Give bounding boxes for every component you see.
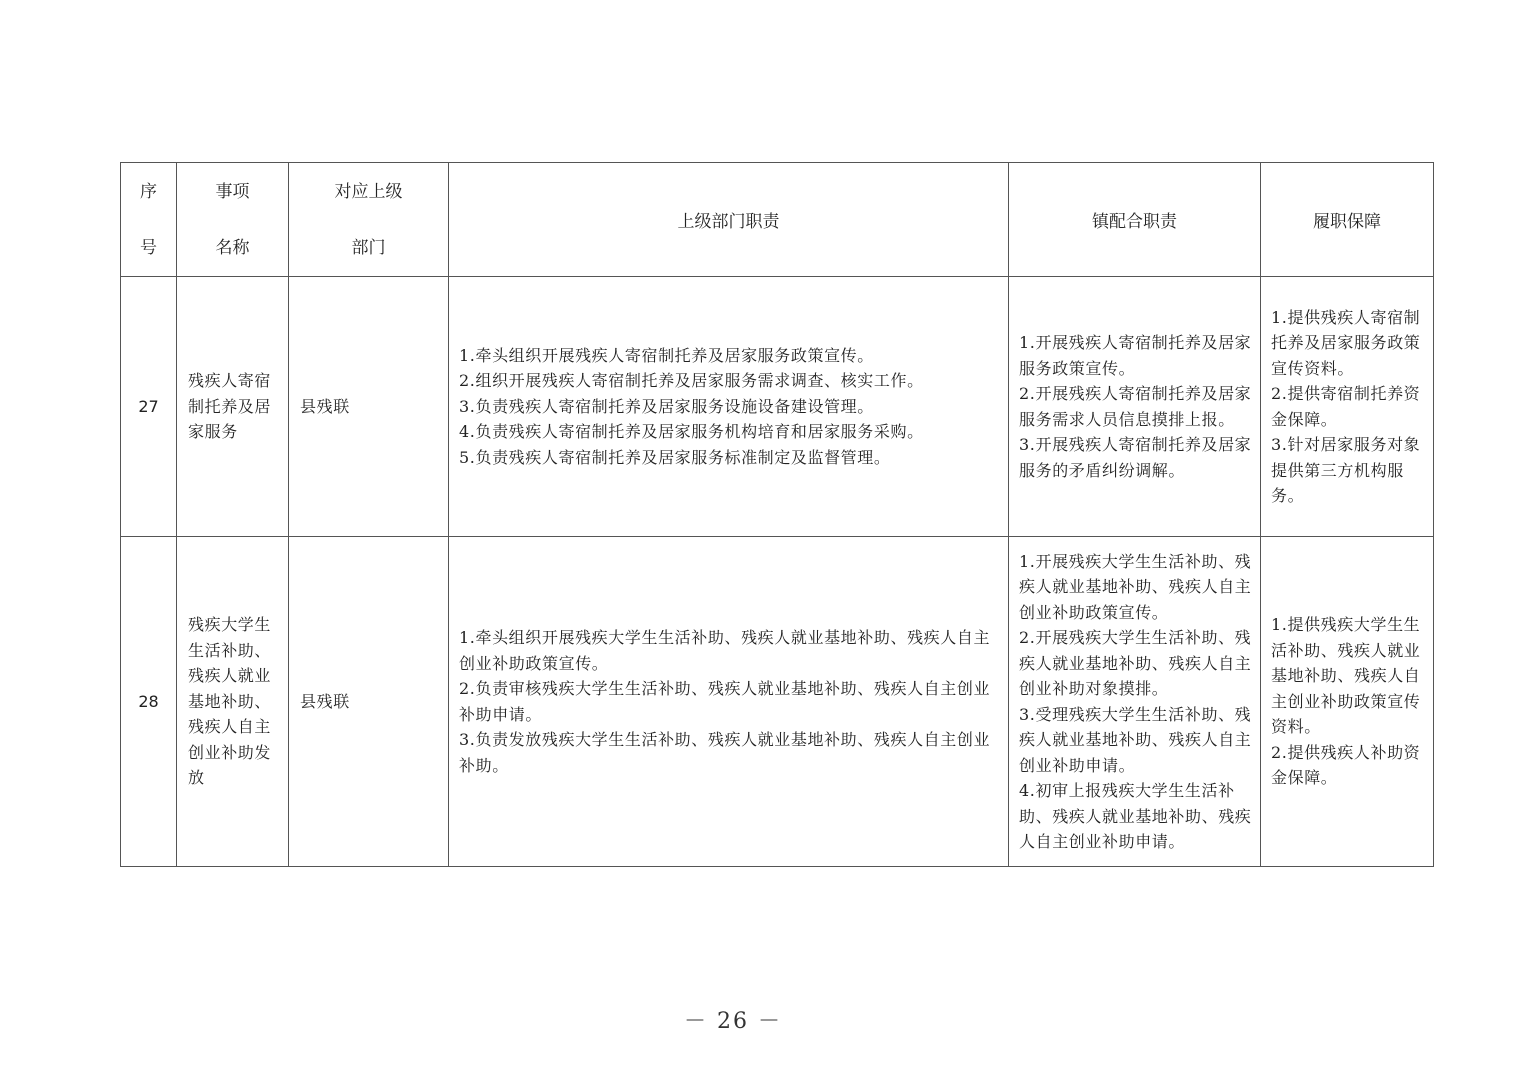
header-guarantee: 履职保障 bbox=[1261, 163, 1434, 277]
row-seq: 27 bbox=[121, 277, 177, 537]
superior-duty-item: 2.组织开展残疾人寄宿制托养及居家服务需求调查、核实工作。 bbox=[459, 371, 924, 391]
row-town-duty bbox=[1009, 537, 1261, 867]
header-superior-dept-line-1: 对应上级 bbox=[334, 181, 403, 202]
town-duty-item: 3.受理残疾大学生生活补助、残疾人就业基地补助、残疾人自主创业补助申请。 bbox=[1019, 704, 1252, 775]
superior-duty-item: 1.牵头组织开展残疾人寄宿制托养及居家服务政策宣传。 bbox=[459, 345, 874, 365]
row-town-duty bbox=[1009, 277, 1261, 537]
row-seq: 28 bbox=[121, 537, 177, 867]
duty-table bbox=[120, 162, 1434, 867]
row-superior-dept: 县残联 bbox=[289, 277, 449, 537]
row-superior-duty bbox=[449, 277, 1009, 537]
town-duty-item: 2.开展残疾人寄宿制托养及居家服务需求人员信息摸排上报。 bbox=[1019, 384, 1252, 429]
row-guarantee bbox=[1261, 537, 1434, 867]
superior-duty-item: 5.负责残疾人寄宿制托养及居家服务标准制定及监督管理。 bbox=[459, 447, 891, 467]
superior-duty-item: 3.负责残疾人寄宿制托养及居家服务设施设备建设管理。 bbox=[459, 396, 874, 416]
header-superior-dept-line-2: 部门 bbox=[351, 237, 386, 258]
superior-duty-item: 3.负责发放残疾大学生生活补助、残疾人就业基地补助、残疾人自主创业补助。 bbox=[459, 730, 991, 775]
header-seq-line-1: 序 bbox=[140, 181, 157, 202]
header-item-name-line-2: 名称 bbox=[215, 237, 250, 258]
header-item-name bbox=[177, 163, 289, 277]
guarantee-item: 3.针对居家服务对象提供第三方机构服务。 bbox=[1271, 435, 1421, 505]
superior-duty-item: 2.负责审核残疾大学生生活补助、残疾人就业基地补助、残疾人自主创业补助申请。 bbox=[459, 679, 991, 724]
superior-duty-item: 4.负责残疾人寄宿制托养及居家服务机构培育和居家服务采购。 bbox=[459, 422, 924, 442]
row-guarantee bbox=[1261, 277, 1434, 537]
superior-duty-item: 1.牵头组织开展残疾大学生生活补助、残疾人就业基地补助、残疾人自主创业补助政策宣传。 bbox=[459, 628, 991, 673]
row-superior-duty bbox=[449, 537, 1009, 867]
row-item-name: 残疾人寄宿制托养及居家服务 bbox=[177, 277, 289, 537]
guarantee-item: 2.提供寄宿制托养资金保障。 bbox=[1271, 384, 1421, 429]
guarantee-item: 1.提供残疾大学生生活补助、残疾人就业基地补助、残疾人自主创业补助政策宣传资料。 bbox=[1271, 615, 1421, 737]
header-seq bbox=[121, 163, 177, 277]
row-item-name: 残疾大学生生活补助、残疾人就业基地补助、残疾人自主创业补助发放 bbox=[177, 537, 289, 867]
header-town-duty: 镇配合职责 bbox=[1009, 163, 1261, 277]
town-duty-item: 2.开展残疾大学生生活补助、残疾人就业基地补助、残疾人自主创业补助对象摸排。 bbox=[1019, 628, 1252, 698]
town-duty-item: 3.开展残疾人寄宿制托养及居家服务的矛盾纠纷调解。 bbox=[1019, 435, 1252, 480]
header-superior-duty: 上级部门职责 bbox=[449, 163, 1009, 277]
table-row bbox=[121, 277, 1434, 537]
table-row bbox=[121, 537, 1434, 867]
header-row bbox=[121, 163, 1434, 277]
header-superior-dept bbox=[289, 163, 449, 277]
header-item-name-line-1: 事项 bbox=[215, 181, 250, 202]
page-number: － 26 － bbox=[684, 1009, 782, 1034]
row-superior-dept: 县残联 bbox=[289, 537, 449, 867]
header-seq-line-2: 号 bbox=[140, 237, 157, 258]
town-duty-item: 4.初审上报残疾大学生生活补助、残疾人就业基地补助、残疾人自主创业补助申请。 bbox=[1019, 781, 1252, 851]
guarantee-item: 2.提供残疾人补助资金保障。 bbox=[1271, 742, 1421, 788]
guarantee-item: 1.提供残疾人寄宿制托养及居家服务政策宣传资料。 bbox=[1271, 307, 1421, 378]
town-duty-item: 1.开展残疾人寄宿制托养及居家服务政策宣传。 bbox=[1019, 333, 1252, 378]
town-duty-item: 1.开展残疾大学生生活补助、残疾人就业基地补助、残疾人自主创业补助政策宣传。 bbox=[1019, 551, 1252, 622]
